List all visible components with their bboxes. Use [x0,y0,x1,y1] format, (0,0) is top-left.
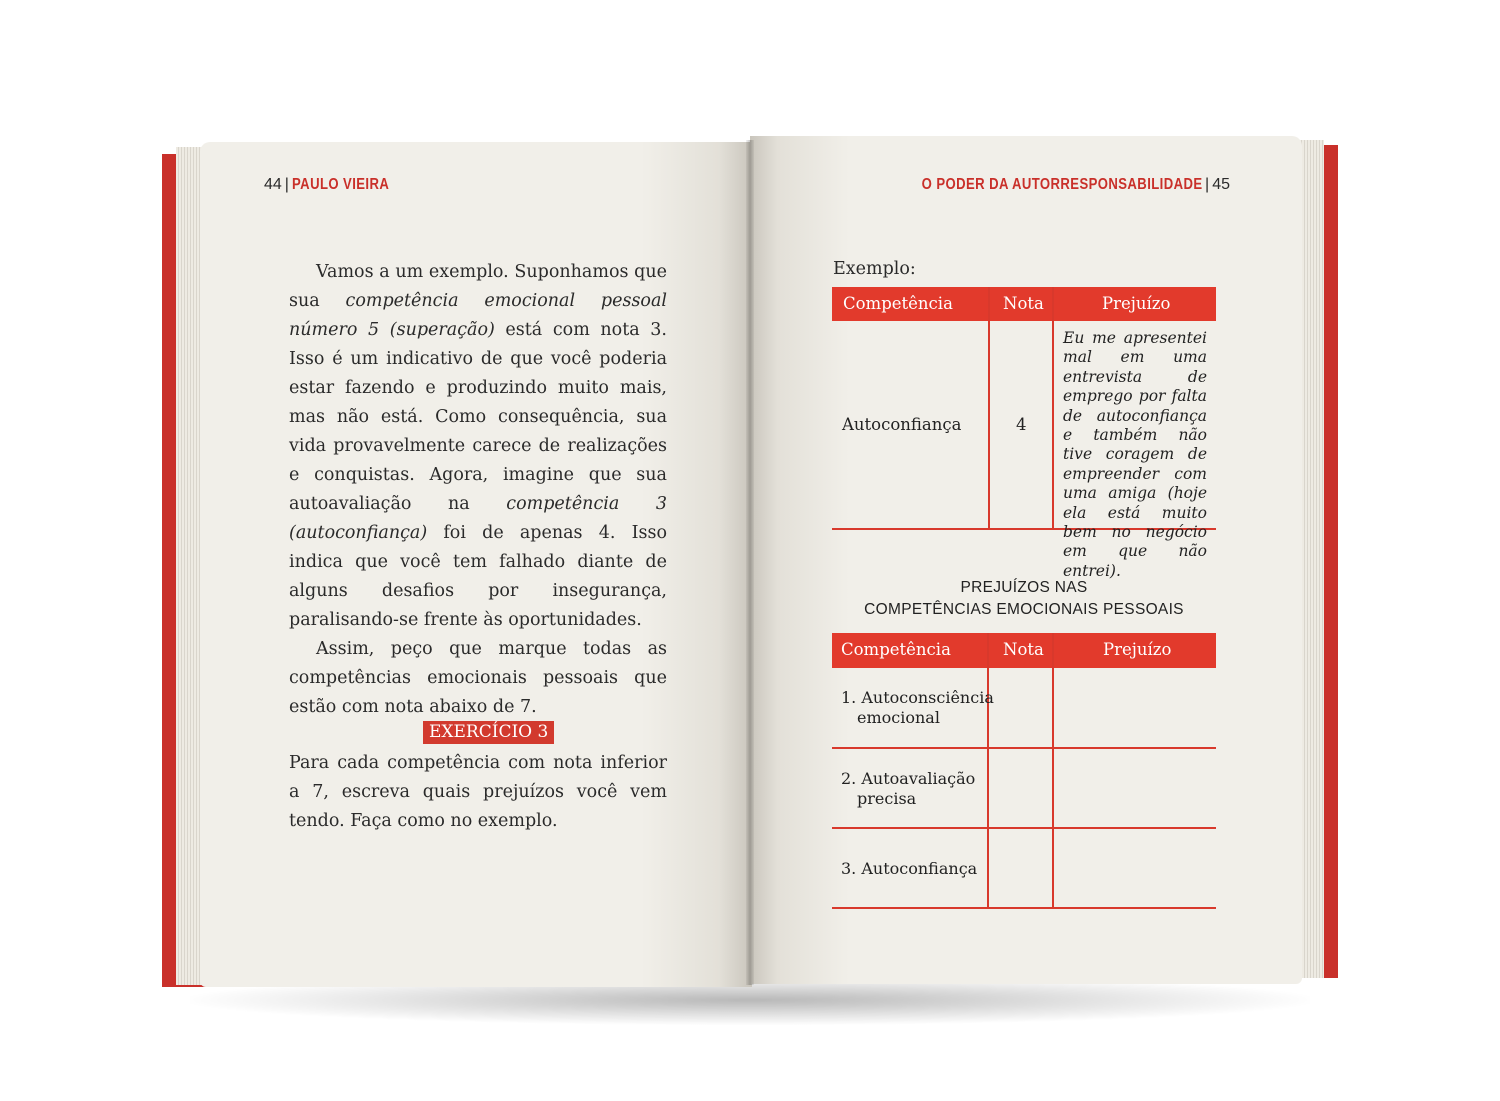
header-nota: Nota [1003,640,1044,659]
table-divider [1052,633,1054,909]
left-page-number: 44 [264,176,282,193]
example-competencia: Autoconfiança [842,415,962,434]
header-prejuizo: Prejuízo [1102,294,1171,313]
author-name: PAULO VIEIRA [291,176,390,193]
exercise-label: EXERCÍCIO 3 [423,721,554,744]
header-competencia: Competência [843,294,953,313]
table-divider [988,287,990,529]
exercise-table-header [832,633,1216,668]
right-running-head: O PODER DA AUTORRESPONSABILIDADE | 45 [921,176,1230,193]
exercise-text: Para cada competência com nota inferior a 7, escreva quais prejuízos você vem tendo. Faça como no exemplo. [289,753,667,831]
left-running-head: 44 | PAULO VIEIRA [264,176,390,193]
table-rule [832,907,1216,909]
paragraph-1: Vamos a um exemplo. Suponhamos que sua competência emocional pessoal número 5 (superação) está com nota 3. Isso é um indicativo de que você poderia estar fazendo e produzindo muito mais, mas não está. Como consequência, sua vida provavelmente carece de realizações e conquistas. Agora, imagine que sua autoavaliação na competência 3 (autoconfiança) foi de apenas 4. Isso indica que você tem falhado diante de alguns desafios por insegurança, paralisando-se frente às oportunidades. [289,262,667,630]
book-title: O PODER DA AUTORRESPONSABILIDADE [921,176,1203,193]
section-title: PREJUÍZOS NAS COMPETÊNCIAS EMOCIONAIS PESSOAIS [864,579,1184,618]
paragraph-2: Assim, peço que marque todas as competências emocionais pessoais que estão com nota abaixo de 7. [289,639,667,717]
example-nota: 4 [1016,415,1027,434]
table-divider [987,633,989,909]
header-competencia: Competência [841,640,951,659]
example-table [832,287,1216,580]
header-prejuizo: Prejuízo [1103,640,1172,659]
book-spine [746,140,754,985]
example-table-header [832,287,1216,321]
right-page-number: 45 [1212,176,1230,193]
example-prejuizo: Eu me apresentei mal em uma entrevista de emprego por falta de autoconfiança e também não tive coragem de empreender com uma amiga (hoje ela está muito bem no negócio em que não entrei). [1063,329,1207,580]
exercise-table [832,633,1216,913]
table-divider [1052,287,1054,529]
example-label: Exemplo: [833,259,916,279]
body-text [289,258,667,722]
table-rule [832,747,1216,749]
table-row: 2. Autoavaliação precisa [841,769,976,808]
header-nota: Nota [1003,294,1044,313]
table-row: 1. Autoconsciência emocional [841,688,994,727]
table-row: 3. Autoconfiança [841,859,978,878]
table-rule [832,827,1216,829]
